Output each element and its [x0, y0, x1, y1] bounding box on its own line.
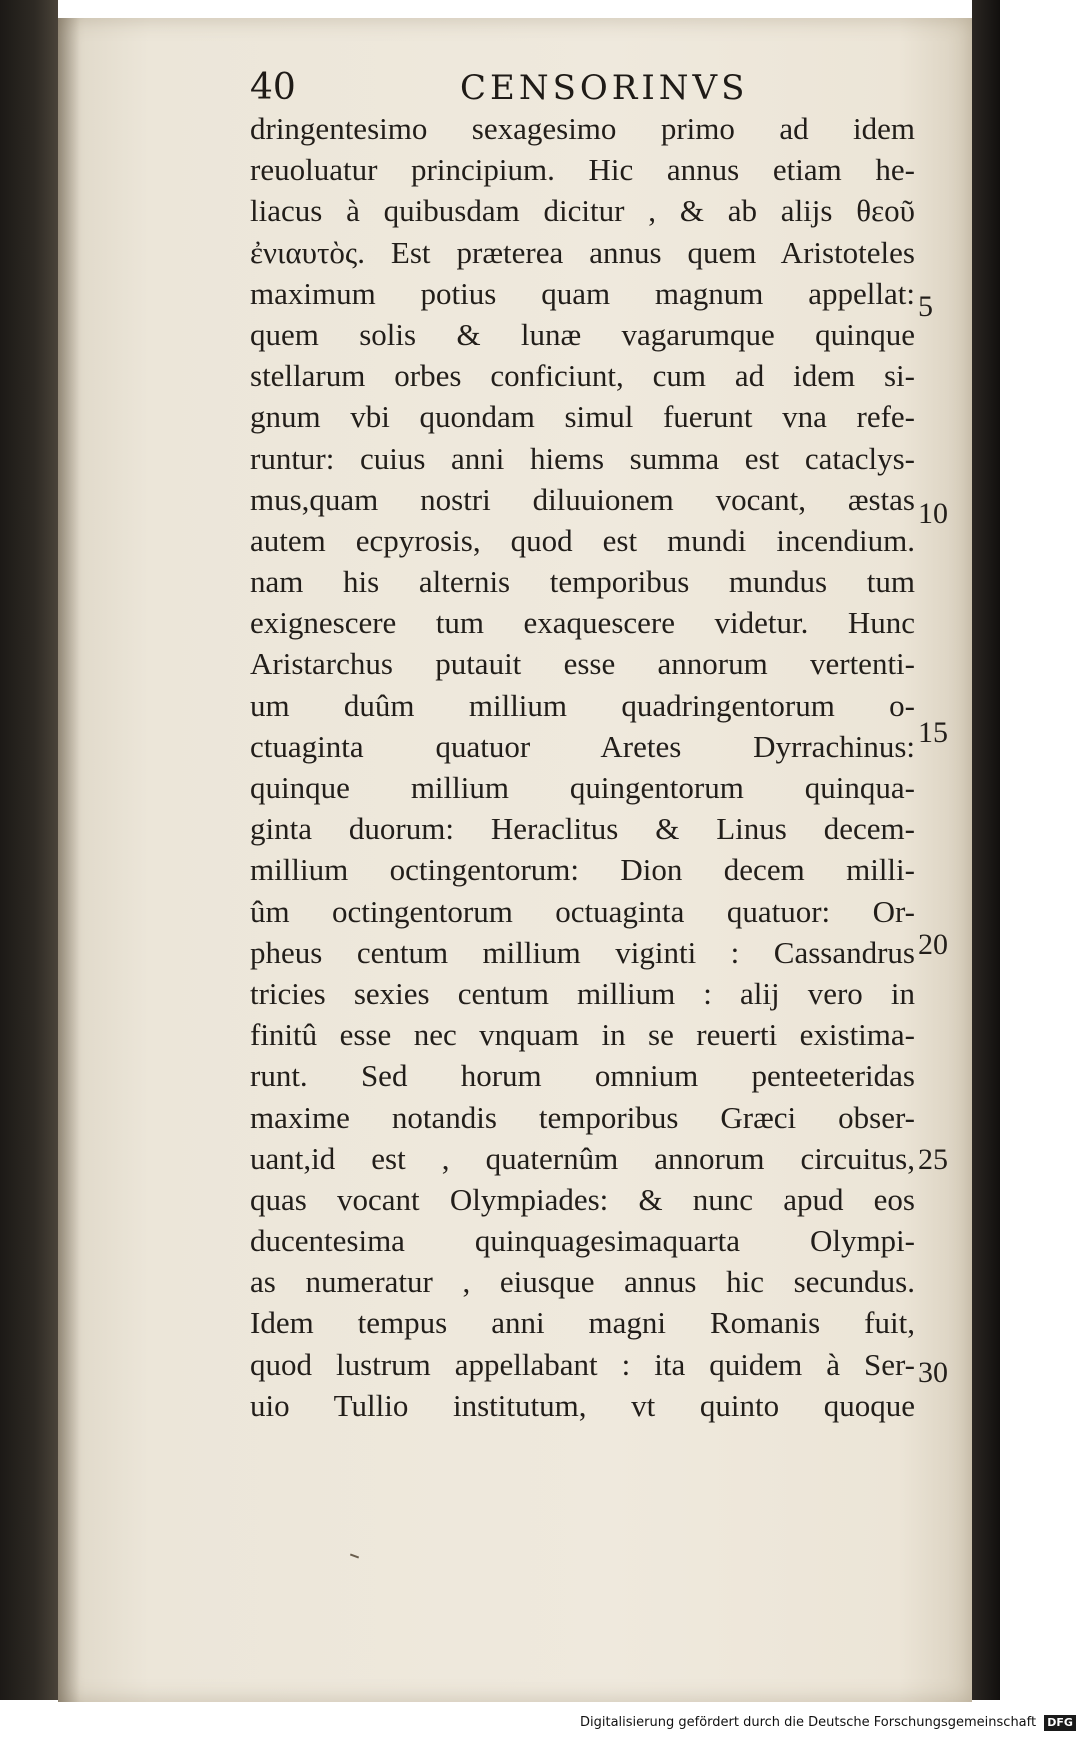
- text-line: pheus centum millium viginti : Cassandrus: [250, 934, 915, 970]
- text-line: maximum potius quam magnum appellat:: [250, 275, 915, 311]
- text-line: uant,id est , quaternûm annorum circuitus,: [250, 1140, 915, 1176]
- text-line: quem solis & lunæ vagarumque quinque: [250, 316, 915, 352]
- running-head-title: CENSORINVS: [460, 68, 749, 108]
- text-line: maxime notandis temporibus Græci obser-: [250, 1099, 915, 1135]
- text-line: autem ecpyrosis, quod est mundi incendium.: [250, 522, 915, 558]
- text-line: ἐνιαυτὸς. Est præterea annus quem Aristoteles: [250, 234, 915, 270]
- text-line: tricies sexies centum millium : alij vero in: [250, 975, 915, 1011]
- credit-text: Digitalisierung gefördert durch die Deutsche Forschungsgemeinschaft: [580, 1715, 1037, 1730]
- page-gutter-shadow: [58, 18, 80, 1702]
- body-text: [250, 108, 915, 1426]
- text-line: runt. Sed horum omnium penteeteridas: [250, 1058, 915, 1094]
- text-line: runtur: cuius anni hiems summa est cataclys-: [250, 440, 915, 476]
- scan-edge-left: [0, 0, 58, 1737]
- line-number-15: 15: [918, 716, 948, 749]
- line-number-10: 10: [918, 497, 948, 530]
- text-line: nam his alternis temporibus mundus tum: [250, 564, 915, 600]
- text-line: ctuaginta quatuor Aretes Dyrrachinus:: [250, 728, 915, 764]
- running-head: [250, 66, 910, 110]
- line-number-30: 30: [918, 1356, 948, 1389]
- text-line: ûm octingentorum octuaginta quatuor: Or-: [250, 893, 915, 929]
- text-line: uio Tullio institutum, vt quinto quoque: [250, 1387, 915, 1423]
- text-line: millium octingentorum: Dion decem milli-: [250, 852, 915, 888]
- dfg-logo: DFG: [1044, 1715, 1076, 1731]
- text-line: gnum vbi quondam simul fuerunt vna refe-: [250, 399, 915, 435]
- text-line: finitû esse nec vnquam in se reuerti existima-: [250, 1017, 915, 1053]
- text-line: um duûm millium quadringentorum o-: [250, 687, 915, 723]
- scan-edge-right: [972, 0, 1000, 1737]
- text-line: dringentesimo sexagesimo primo ad idem: [250, 111, 915, 146]
- text-line: as numeratur , eiusque annus hic secundus.: [250, 1264, 915, 1300]
- digitization-credit: [580, 1712, 1073, 1734]
- text-line: quinque millium quingentorum quinqua-: [250, 770, 915, 805]
- text-line: mus,quam nostri diluuionem vocant, æstas: [250, 481, 915, 517]
- line-number-20: 20: [918, 928, 948, 961]
- text-line: stellarum orbes conficiunt, cum ad idem si-: [250, 358, 915, 394]
- text-line: quas vocant Olympiades: & nunc apud eos: [250, 1181, 915, 1217]
- page-number: 40: [250, 67, 296, 108]
- text-line: quod lustrum appellabant : ita quidem à Ser-: [250, 1346, 915, 1382]
- text-line: ginta duorum: Heraclitus & Linus decem-: [250, 811, 915, 847]
- text-line: Aristarchus putauit esse annorum vertenti-: [250, 646, 915, 682]
- text-line: liacus à quibusdam dicitur , & ab alijs θεοῦ: [250, 193, 915, 229]
- line-number-25: 25: [918, 1143, 948, 1176]
- text-line: reuoluatur principium. Hic annus etiam he-: [250, 152, 915, 188]
- line-number-5: 5: [918, 290, 933, 323]
- text-line: ducentesima quinquagesimaquarta Olympi-: [250, 1223, 915, 1259]
- text-line: exignescere tum exaquescere videtur. Hunc: [250, 605, 915, 641]
- text-line: Idem tempus anni magni Romanis fuit,: [250, 1305, 915, 1341]
